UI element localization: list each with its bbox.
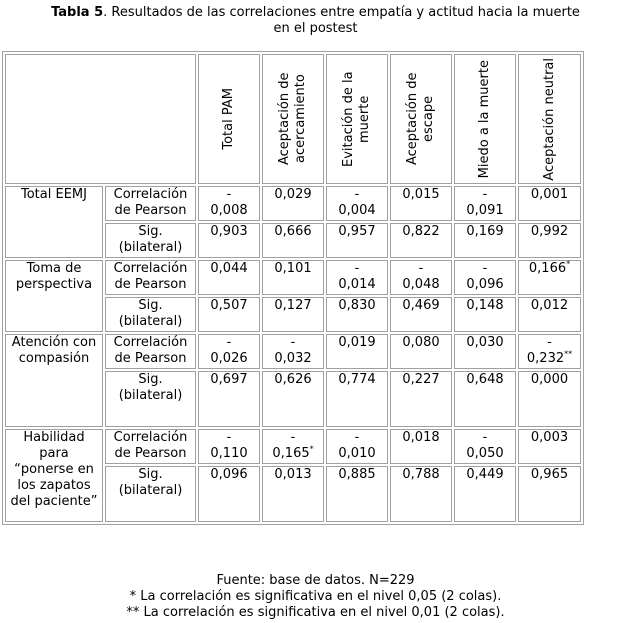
negative-value	[266, 335, 320, 367]
negative-value	[394, 261, 448, 293]
minus-sign: -	[354, 430, 360, 445]
footer-note-2: ** La correlación es significativa en el nivel 0,01 (2 colas).	[126, 605, 505, 620]
footer-source: Fuente: base de datos. N=229	[216, 573, 415, 588]
significance-cell: 0,169	[454, 223, 516, 258]
significance-mark: **	[564, 349, 573, 359]
correlation-cell	[198, 186, 260, 221]
footer-note-1: * La correlación es significativa en el nivel 0,05 (2 colas).	[129, 589, 502, 604]
correlation-cell	[518, 260, 581, 295]
column-header-label: Aceptación de escape	[405, 72, 436, 166]
significance-cell: 0,507	[198, 297, 260, 332]
column-header	[262, 54, 324, 184]
column-header-wrap	[522, 55, 577, 183]
correlation-cell	[326, 186, 388, 221]
value-text	[338, 277, 375, 293]
significance-cell: 0,788	[390, 466, 452, 522]
value-text	[210, 446, 247, 462]
value-text	[338, 203, 375, 219]
correlation-cell	[262, 260, 324, 295]
significance-mark: *	[566, 259, 571, 269]
caption-line-1	[0, 5, 631, 21]
value-text: 0,003	[530, 430, 569, 445]
minus-sign: -	[482, 187, 488, 202]
negative-value	[458, 261, 512, 293]
stat-label-correlation: Correlación de Pearson	[105, 334, 196, 369]
minus-sign: -	[226, 335, 232, 350]
significance-cell: 0,666	[262, 223, 324, 258]
value-number: 0,091	[466, 203, 504, 218]
column-header-wrap	[394, 55, 448, 183]
stat-label-significance: Sig. (bilateral)	[105, 466, 196, 522]
value-number: 0,048	[402, 277, 440, 292]
negative-value	[330, 261, 384, 293]
significance-cell: 0,648	[454, 371, 516, 427]
minus-sign: -	[354, 187, 360, 202]
column-header-label: Aceptación neutral	[541, 57, 557, 181]
minus-sign: -	[290, 430, 296, 445]
column-header	[390, 54, 452, 184]
significance-cell: 0,774	[326, 371, 388, 427]
negative-value	[202, 187, 256, 219]
column-header-wrap	[330, 55, 384, 183]
stat-label-correlation: Correlación de Pearson	[105, 186, 196, 221]
value-text	[274, 351, 311, 367]
group-label: Total EEMJ	[5, 186, 103, 258]
results-table	[2, 51, 584, 525]
value-text	[338, 446, 375, 462]
column-header-label: Miedo a la muerte	[477, 59, 492, 179]
value-number: 0,010	[338, 446, 376, 461]
correlation-cell	[198, 334, 260, 369]
value-text	[466, 203, 503, 219]
significance-cell: 0,000	[518, 371, 581, 427]
value-text	[466, 277, 503, 293]
negative-value	[522, 335, 577, 367]
value-text	[272, 446, 313, 462]
caption-label: Tabla 5	[51, 5, 104, 20]
column-header	[454, 54, 516, 184]
correlation-cell	[390, 186, 452, 221]
stat-label-correlation: Correlación de Pearson	[105, 429, 196, 464]
significance-cell: 0,626	[262, 371, 324, 427]
minus-sign: -	[482, 261, 488, 276]
negative-value	[458, 430, 512, 462]
negative-value	[330, 430, 384, 462]
correlation-cell	[198, 260, 260, 295]
significance-cell: 0,127	[262, 297, 324, 332]
significance-cell: 0,885	[326, 466, 388, 522]
significance-cell: 0,992	[518, 223, 581, 258]
significance-cell: 0,903	[198, 223, 260, 258]
column-header	[518, 54, 581, 184]
minus-sign: -	[354, 261, 360, 276]
column-header-label: Total PAM	[221, 88, 236, 150]
correlation-cell	[518, 334, 581, 369]
value-text: 0,015	[402, 187, 440, 202]
correlation-cell	[390, 334, 452, 369]
significance-cell: 0,096	[198, 466, 260, 522]
negative-value	[330, 187, 384, 219]
value-text: 0,080	[402, 335, 440, 350]
value-text	[210, 203, 247, 219]
table-row	[5, 186, 581, 221]
negative-value	[202, 430, 256, 462]
correlation-cell	[454, 334, 516, 369]
group-label: Habilidad para “ponerse en los zapatos del paciente”	[5, 429, 103, 522]
stat-label-significance: Sig. (bilateral)	[105, 371, 196, 427]
negative-value	[458, 187, 512, 219]
significance-cell: 0,830	[326, 297, 388, 332]
minus-sign: -	[418, 261, 424, 276]
minus-sign: -	[547, 335, 552, 350]
significance-cell: 0,469	[390, 297, 452, 332]
correlation-cell	[326, 334, 388, 369]
significance-cell: 0,697	[198, 371, 260, 427]
column-header	[326, 54, 388, 184]
value-number: 0,004	[338, 203, 376, 218]
correlation-cell	[326, 260, 388, 295]
value-text: 0,044	[210, 261, 248, 276]
significance-cell: 0,227	[390, 371, 452, 427]
value-text	[527, 351, 572, 367]
minus-sign: -	[226, 430, 232, 445]
header-corner	[5, 54, 196, 184]
value-text: 0,018	[402, 430, 440, 445]
table-row	[5, 429, 581, 464]
significance-mark: *	[309, 444, 314, 454]
group-label: Atención con compasión	[5, 334, 103, 427]
value-text: 0,001	[530, 187, 569, 202]
correlation-cell	[262, 334, 324, 369]
results-table-body	[5, 54, 581, 522]
table-caption	[0, 5, 631, 37]
significance-cell: 0,965	[518, 466, 581, 522]
correlation-cell	[518, 186, 581, 221]
correlation-cell	[518, 429, 581, 464]
correlation-cell	[262, 429, 324, 464]
table-row	[5, 260, 581, 295]
correlation-cell	[454, 260, 516, 295]
value-number: 0,032	[274, 351, 312, 366]
correlation-cell	[198, 429, 260, 464]
caption-text: . Resultados de las correlaciones entre empatía y actitud hacia la muerte	[103, 5, 580, 20]
header-row	[5, 54, 581, 184]
correlation-cell	[326, 429, 388, 464]
value-text	[402, 277, 439, 293]
value-text: 0,030	[466, 335, 504, 350]
column-header-wrap	[202, 55, 256, 183]
column-header-wrap	[266, 55, 320, 183]
value-text	[210, 351, 247, 367]
column-header	[198, 54, 260, 184]
stat-label-significance: Sig. (bilateral)	[105, 223, 196, 258]
value-text: 0,101	[274, 261, 312, 276]
stat-label-correlation: Correlación de Pearson	[105, 260, 196, 295]
value-number: 0,110	[210, 446, 248, 461]
table-row	[5, 334, 581, 369]
minus-sign: -	[226, 187, 232, 202]
minus-sign: -	[482, 430, 488, 445]
value-number: 0,008	[210, 203, 248, 218]
value-number: 0,232	[526, 351, 565, 366]
value-text: 0,166	[528, 261, 567, 276]
value-number: 0,050	[466, 446, 504, 461]
column-header-label: Evitación de la muerte	[341, 71, 372, 167]
value-number: 0,026	[210, 351, 248, 366]
significance-cell: 0,012	[518, 297, 581, 332]
value-number: 0,165	[272, 446, 310, 461]
group-label: Toma de perspectiva	[5, 260, 103, 332]
correlation-cell	[262, 186, 324, 221]
correlation-cell	[390, 260, 452, 295]
significance-cell: 0,957	[326, 223, 388, 258]
value-number: 0,014	[338, 277, 376, 292]
value-number: 0,096	[466, 277, 504, 292]
minus-sign: -	[290, 335, 296, 350]
column-header-wrap	[458, 55, 512, 183]
column-header-label: Aceptación de acercamiento	[277, 72, 308, 166]
negative-value	[266, 430, 320, 462]
significance-cell: 0,013	[262, 466, 324, 522]
table-footer	[0, 573, 631, 621]
significance-cell: 0,449	[454, 466, 516, 522]
value-text	[466, 446, 503, 462]
caption-line-2: en el postest	[273, 21, 358, 36]
stat-label-significance: Sig. (bilateral)	[105, 297, 196, 332]
correlation-cell	[390, 429, 452, 464]
value-text: 0,029	[274, 187, 312, 202]
correlation-cell	[454, 429, 516, 464]
significance-cell: 0,822	[390, 223, 452, 258]
negative-value	[202, 335, 256, 367]
value-text: 0,019	[338, 335, 376, 350]
significance-cell: 0,148	[454, 297, 516, 332]
correlation-cell	[454, 186, 516, 221]
